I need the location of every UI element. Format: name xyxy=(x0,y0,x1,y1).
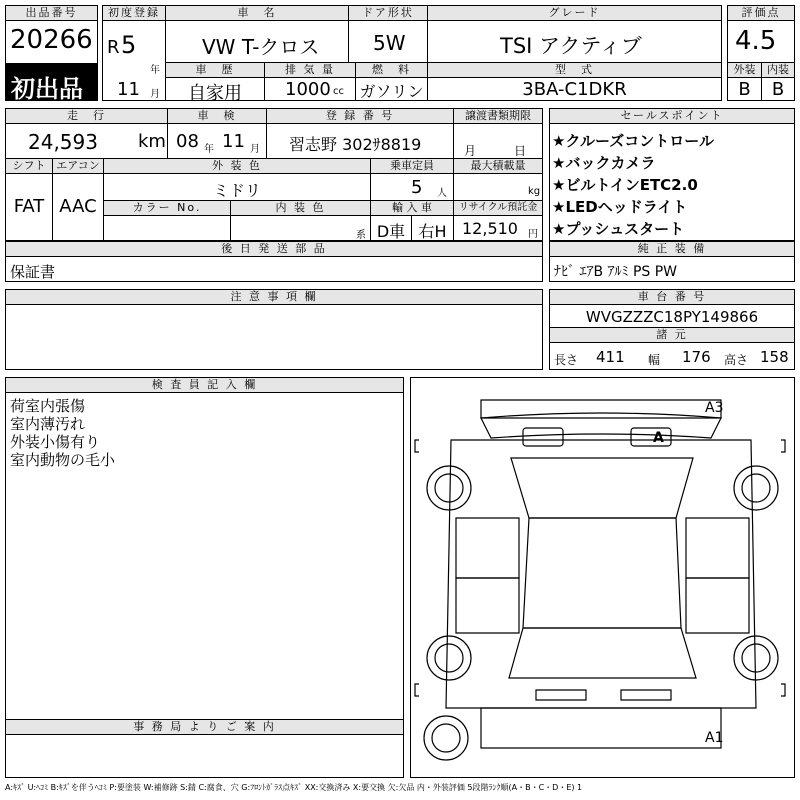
sales-points-cell xyxy=(549,123,795,241)
height-value: 158 xyxy=(760,348,789,366)
grade-label: グレード xyxy=(427,5,722,21)
door-value: 5W xyxy=(373,31,406,55)
equipment-value: ﾅﾋﾞ ｴｱB ｱﾙﾐ PS PW xyxy=(554,264,678,280)
door-cell xyxy=(348,20,428,63)
mileage-value: 24,593 xyxy=(28,130,98,154)
import-cell-2 xyxy=(411,215,454,241)
fuel-label: 燃 料 xyxy=(355,62,428,78)
wheel-front-left xyxy=(427,466,471,510)
inspection-year-unit: 年 xyxy=(204,144,214,155)
first-reg-era: R xyxy=(107,37,120,58)
displacement-cell xyxy=(264,77,356,101)
grade-cell xyxy=(427,20,722,63)
left-door-rear xyxy=(456,578,519,633)
color-no-label: カラー No. xyxy=(103,200,231,216)
mileage-unit: km xyxy=(138,131,166,152)
length-value: 411 xyxy=(596,348,625,366)
lot-label: 出品番号 xyxy=(5,5,98,21)
first-reg-month: 11 xyxy=(117,79,140,100)
first-reg-year-unit: 年 xyxy=(150,65,160,76)
inspection-month: 11 xyxy=(222,131,245,152)
transfer-month: 月 xyxy=(464,144,477,158)
damage-mark-hood: A xyxy=(653,430,664,446)
recycle-unit: 円 xyxy=(528,229,538,240)
model-label: 型 式 xyxy=(427,62,722,78)
score-label: 評価点 xyxy=(727,5,795,21)
car-name: VW T-クロス xyxy=(202,35,320,59)
inspection-label: 車 検 xyxy=(167,108,267,124)
office-label: 事 務 局 よ り ご 案 内 xyxy=(5,719,404,735)
door-label: ドア形状 xyxy=(348,5,428,21)
headlight-right xyxy=(631,428,671,446)
later-parts-label: 後 日 発 送 部 品 xyxy=(5,241,543,257)
max-load-unit: kg xyxy=(528,186,541,197)
first-listing-text: 初出品 xyxy=(11,75,83,103)
recycle-cell xyxy=(453,215,543,241)
inspector-line: 室内動物の毛小 xyxy=(10,451,116,469)
ac-cell xyxy=(52,173,104,241)
width-value: 176 xyxy=(682,348,711,366)
right-door-rear xyxy=(686,578,749,633)
car-diagram xyxy=(410,377,795,778)
bracket-left-top xyxy=(415,440,419,452)
specs-cell xyxy=(549,342,795,370)
displacement-unit: cc xyxy=(333,86,344,97)
bracket-left-bottom xyxy=(415,684,419,696)
sales-point: ★バックカメラ xyxy=(552,154,656,172)
hood-outline xyxy=(481,413,721,438)
sales-points-label: セールスポイント xyxy=(549,108,795,124)
spare-wheel xyxy=(424,716,468,760)
int-color-label: 内 装 色 xyxy=(230,200,371,216)
reg-no-value: 習志野 302ｻ8819 xyxy=(289,135,422,154)
wheel-front-right xyxy=(734,466,778,510)
int-score-label: 内装 xyxy=(761,62,795,78)
first-reg-label: 初度登録 xyxy=(102,5,166,21)
first-listing-badge xyxy=(5,63,98,101)
recycle-value: 12,510 xyxy=(462,219,518,238)
score-cell xyxy=(727,20,795,63)
later-parts-value: 保証書 xyxy=(10,263,56,281)
chassis-cell xyxy=(549,304,795,328)
recycle-label: リサイクル預託金 xyxy=(453,200,543,216)
wheel-rear-right-inner xyxy=(742,644,770,672)
displacement-label: 排 気 量 xyxy=(264,62,356,78)
specs-label: 諸 元 xyxy=(549,327,795,343)
roof-outline xyxy=(523,518,681,628)
ext-score-cell xyxy=(727,77,762,101)
ac-value: AAC xyxy=(59,196,97,217)
capacity-unit: 人 xyxy=(437,188,447,199)
later-parts-cell xyxy=(5,256,543,282)
car-diagram-drawing xyxy=(411,378,794,777)
ext-color-label: 外 装 色 xyxy=(103,158,371,174)
height-label: 高さ xyxy=(724,353,749,367)
max-load-label: 最大積載量 xyxy=(453,158,543,174)
rear-window-outline xyxy=(509,628,696,678)
ext-color-cell xyxy=(103,173,371,201)
sales-point: ★LEDヘッドライト xyxy=(552,198,688,216)
inspection-cell xyxy=(167,123,267,159)
windshield-outline xyxy=(511,458,693,518)
car-name-cell xyxy=(165,20,349,63)
lot-number-cell xyxy=(5,20,98,64)
sales-point: ★プッシュスタート xyxy=(552,220,685,238)
chassis-value: WVGZZZC18PY149866 xyxy=(585,308,759,326)
int-score: B xyxy=(771,79,785,100)
wheel-front-right-inner xyxy=(742,474,770,502)
inspector-label: 検 査 員 記 入 欄 xyxy=(5,377,404,393)
max-load-cell xyxy=(453,173,543,201)
car-body-outline xyxy=(446,440,756,708)
rear-lights xyxy=(536,690,671,700)
history-value: 自家用 xyxy=(188,83,242,104)
ext-color-value: ミドリ xyxy=(212,181,261,200)
inspection-year: 08 xyxy=(176,131,199,152)
notes-label: 注 意 事 項 欄 xyxy=(5,289,543,305)
first-reg-month-unit: 月 xyxy=(150,89,160,100)
inspection-month-unit: 月 xyxy=(250,144,260,155)
import-label: 輸 入 車 xyxy=(370,200,454,216)
ext-score: B xyxy=(738,79,751,100)
wheel-rear-left xyxy=(427,636,471,680)
mileage-cell xyxy=(5,123,168,159)
ext-score-label: 外装 xyxy=(727,62,762,78)
first-reg-year: 5 xyxy=(121,31,137,59)
right-door-front xyxy=(686,518,749,578)
sales-point: ★クルーズコントロール xyxy=(552,132,714,150)
color-no-cell xyxy=(103,215,231,241)
inspector-cell xyxy=(5,392,404,720)
int-color-suffix: 系 xyxy=(356,230,366,241)
width-label: 幅 xyxy=(648,353,661,367)
import-value-1: D車 xyxy=(376,222,406,241)
model-value: 3BA-C1DKR xyxy=(522,79,627,100)
equipment-cell xyxy=(549,256,795,282)
left-door-front xyxy=(456,518,519,578)
transfer-label: 譲渡書類期限 xyxy=(453,108,543,124)
damage-mark-front: A3 xyxy=(705,400,724,416)
int-score-cell xyxy=(761,77,795,101)
office-cell xyxy=(5,734,404,778)
ac-label: エアコン xyxy=(52,158,104,174)
bracket-right-bottom xyxy=(781,684,785,696)
history-label: 車 歴 xyxy=(165,62,265,78)
import-value-2: 右H xyxy=(418,222,447,241)
grade-value: TSI アクティブ xyxy=(500,34,642,58)
transfer-day: 日 xyxy=(514,144,527,158)
capacity-cell xyxy=(370,173,454,201)
length-label: 長さ xyxy=(554,353,579,367)
mileage-label: 走 行 xyxy=(5,108,168,124)
wheel-rear-right xyxy=(734,636,778,680)
sales-point: ★ビルトインETC2.0 xyxy=(552,176,698,194)
inspector-line: 外装小傷有り xyxy=(10,433,101,451)
capacity-label: 乗車定員 xyxy=(370,158,454,174)
wheel-front-left-inner xyxy=(435,474,463,502)
bracket-right-top xyxy=(781,440,785,452)
inspector-line: 室内薄汚れ xyxy=(10,415,86,433)
legend-text: A:ｷｽﾞ U:ﾍｺﾐ B:ｷｽﾞを伴うﾍｺﾐ P:要塗装 W:補修跡 S:錆 C:腐食、穴 G:ﾌﾛﾝﾄｶﾞﾗｽ点ｷｽﾞ XX:交換済み X:要交換 欠:欠品 内・外装評価 5段階ﾗﾝｸ順(A・B・C・D・E) 1 xyxy=(5,783,583,792)
rear-bumper-outline xyxy=(481,708,724,748)
lot-number: 20266 xyxy=(10,25,93,55)
fuel-cell xyxy=(355,77,428,101)
notes-cell xyxy=(5,304,543,370)
shift-value: FAT xyxy=(13,196,45,217)
history-cell xyxy=(165,77,265,104)
capacity-value: 5 xyxy=(411,177,423,198)
shift-label: シフト xyxy=(5,158,53,174)
headlight-left xyxy=(523,428,563,446)
reg-no-cell xyxy=(266,123,454,159)
damage-mark-rear: A1 xyxy=(705,730,724,746)
model-cell xyxy=(427,77,722,101)
fuel-value: ガソリン xyxy=(359,82,424,101)
spare-wheel-inner xyxy=(432,724,460,752)
int-color-cell xyxy=(230,215,371,241)
transfer-cell xyxy=(453,123,543,159)
shift-cell xyxy=(5,173,53,241)
equipment-label: 純 正 装 備 xyxy=(549,241,795,257)
score-value: 4.5 xyxy=(735,26,777,56)
displacement-value: 1000 xyxy=(285,79,331,100)
first-reg-cell xyxy=(102,20,166,101)
car-name-label: 車 名 xyxy=(165,5,349,21)
wheel-rear-left-inner xyxy=(435,644,463,672)
import-cell-1 xyxy=(370,215,412,241)
reg-no-label: 登 録 番 号 xyxy=(266,108,454,124)
inspector-line: 荷室内張傷 xyxy=(10,397,86,415)
chassis-label: 車 台 番 号 xyxy=(549,289,795,305)
